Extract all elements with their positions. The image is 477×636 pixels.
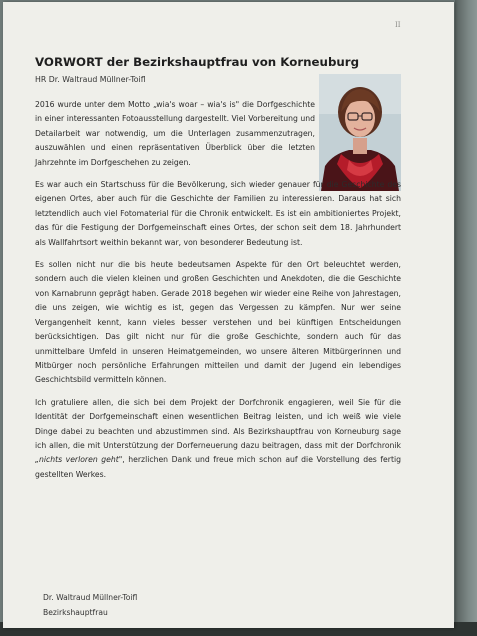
- author-line: HR Dr. Waltraud Müllner-Toifl: [35, 75, 146, 84]
- paragraph-3: Es sollen nicht nur die bis heute bedeutsamen Aspekte für den Ort beleuchtet werden, sondern auch die vielen kleinen und großen Geschichten und Anekdoten, die die Geschichte von Karnabrunn geprägt haben. Gerade 2018 begehen wir wieder eine Reihe von Jahrestagen, die uns zeigen, wie wichtig es ist, gegen das Vergessen zu kämpfen. Nur wer seine Vergangenheit kennt, kann vieles besser verstehen und bei künftigen Entscheidungen berücksichtigen. Das gilt nicht nur für die große Geschichte, sondern auch für das unmittelbare Umfeld in unseren Heimatgemeinden, wo unsere älteren Mitbürgerinnen und Mitbürger noch persönliche Erfahrungen mitteilen und damit der Jugend ein lebendiges Geschichtsbild vermitteln können.: [35, 260, 401, 385]
- paragraph-4: [35, 396, 401, 482]
- closing-text-start: Ich gratuliere allen, die sich bei dem Projekt der Dorfchronik engagieren, weil Sie für die Identität der Dorfgemeinschaft einen wesentlichen Beitrag leisten, und ich weiß wie viele Dinge dabei zu beachten und abzustimmen sind. Als Bezirkshauptfrau von Korneuburg sage ich allen, die mit Unterstützung der Dorferneuerung dazu beitragen, dass mit der Dorfchronik: [35, 397, 401, 450]
- signature-name: Dr. Waltraud Müllner-Toifl: [43, 593, 138, 602]
- page-number: II: [395, 21, 401, 29]
- paragraph-2: Es war auch ein Startschuss für die Bevölkerung, sich wieder genauer für die Geschichte des eigenen Ortes, aber auch für die Geschichte der Familien zu interessieren. Daraus hat sich letztendlich auch viel Fotomaterial für die Chronik entwickelt. Es ist ein ambitioniertes Projekt, das für die Festigung der Dorfgemeinschaft eines Ortes, der schon seit dem 18. Jahrhundert als Wallfahrtsort weithin bekannt war, von besonderer Bedeutung ist.: [35, 180, 401, 247]
- closing-text-end: , herzlichen Dank und freue mich schon auf die Vorstellung des fertig gestellten Werkes.: [35, 455, 401, 479]
- page-title: VORWORT der Bezirkshauptfrau von Korneuburg: [35, 55, 360, 69]
- preface-body: [35, 98, 401, 490]
- document-page: [3, 2, 454, 628]
- paragraph-1: 2016 wurde unter dem Motto „wia's woar – wia's is" die Dorfgeschichte in einer interessanten Fotoausstellung dargestellt. Viel Vorbereitung und Detailarbeit war notwendig, um die Unterlagen zusammenzutragen, auszuwählen und einen repräsentativen Überblick über die letzten Jahrzehnte im Dorfgeschehen zu zeigen.: [35, 100, 315, 167]
- signature-block: [43, 590, 137, 620]
- closing-quote: „nichts verloren geht": [35, 455, 123, 465]
- signature-role: Bezirkshauptfrau: [43, 608, 108, 617]
- background-table-right: [455, 0, 477, 636]
